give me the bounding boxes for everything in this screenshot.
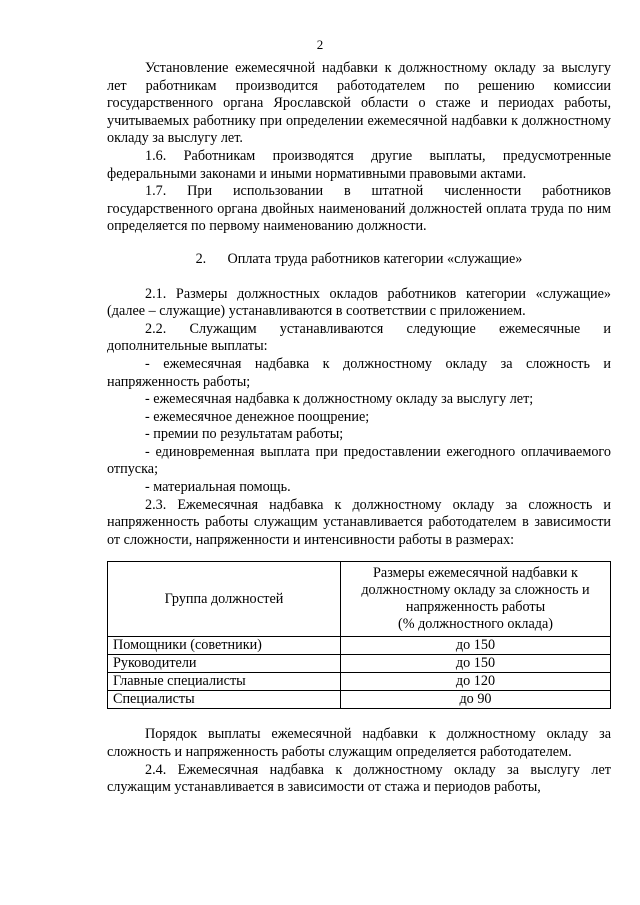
header-line: должностному окладу за сложность и — [361, 582, 590, 599]
list-item: - ежемесячная надбавка к должностному окладу за сложность и напряженность работы; — [107, 355, 611, 390]
header-line: напряженность работы — [405, 599, 546, 616]
table-cell-value: до 120 — [341, 673, 611, 691]
paragraph: 2.3. Ежемесячная надбавка к должностному окладу за сложность и напряженность работы служащим устанавливается работодателем в зависимости от сложности, напряженности и интенсивности работы в размерах: — [107, 496, 611, 548]
table-row — [108, 655, 611, 673]
list-item: - материальная помощь. — [145, 479, 291, 496]
table-cell-group: Главные специалисты — [108, 673, 341, 691]
header-line: (% должностного оклада) — [397, 616, 554, 633]
table-cell-group: Руководители — [108, 655, 341, 673]
paragraph: Порядок выплаты ежемесячной надбавки к должностному окладу за сложность и напряженность работы служащим определяется работодателем. — [107, 726, 611, 761]
list-item: - единовременная выплата при предоставлении ежегодного оплачиваемого отпуска; — [107, 443, 611, 478]
table-header-group: Группа должностей — [108, 562, 341, 637]
paragraph: 1.6. Работникам производятся другие выплаты, предусмотренные федеральными законами и иными нормативными правовыми актами. — [107, 147, 611, 182]
page-number: 2 — [316, 37, 324, 52]
table-cell-value: до 150 — [341, 637, 611, 655]
header-line: Размеры ежемесячной надбавки к — [373, 565, 578, 582]
table-cell-group: Специалисты — [108, 691, 341, 709]
paragraph: 1.7. При использовании в штатной численности работников государственного органа двойных наименований должностей оплата труда по ним определяется по первому наименованию должности. — [107, 183, 611, 235]
section-heading: 2. Оплата труда работников категории «служащие» — [195, 250, 523, 267]
table-row — [108, 637, 611, 655]
list-item: - премии по результатам работы; — [145, 426, 344, 443]
list-item: - ежемесячная надбавка к должностному окладу за выслугу лет; — [145, 391, 534, 408]
table-cell-group: Помощники (советники) — [108, 637, 341, 655]
paragraph: 2.2. Служащим устанавливаются следующие ежемесячные и дополнительные выплаты: — [107, 320, 611, 355]
document-body — [107, 60, 611, 797]
table-header-row — [108, 562, 611, 637]
paragraph: 2.1. Размеры должностных окладов работников категории «служащие» (далее – служащие) устанавливаются в соответствии с приложением. — [107, 285, 611, 320]
allowance-table — [107, 561, 611, 709]
paragraph: 2.4. Ежемесячная надбавка к должностному окладу за выслугу лет служащим устанавливается в зависимости от стажа и периодов работы, — [107, 761, 611, 796]
table-row — [108, 691, 611, 709]
paragraph: Установление ежемесячной надбавки к должностному окладу за выслугу лет работникам производится работодателем по решению комиссии государственного органа Ярославской области о стаже и периодах работы, учитываемых работнику при определении ежемесячной надбавки к должностному окладу за выслугу лет. — [107, 60, 611, 147]
table-header-size — [341, 562, 611, 637]
list-item: - ежемесячное денежное поощрение; — [145, 408, 370, 425]
table-row — [108, 673, 611, 691]
table-cell-value: до 90 — [341, 691, 611, 709]
table-cell-value: до 150 — [341, 655, 611, 673]
